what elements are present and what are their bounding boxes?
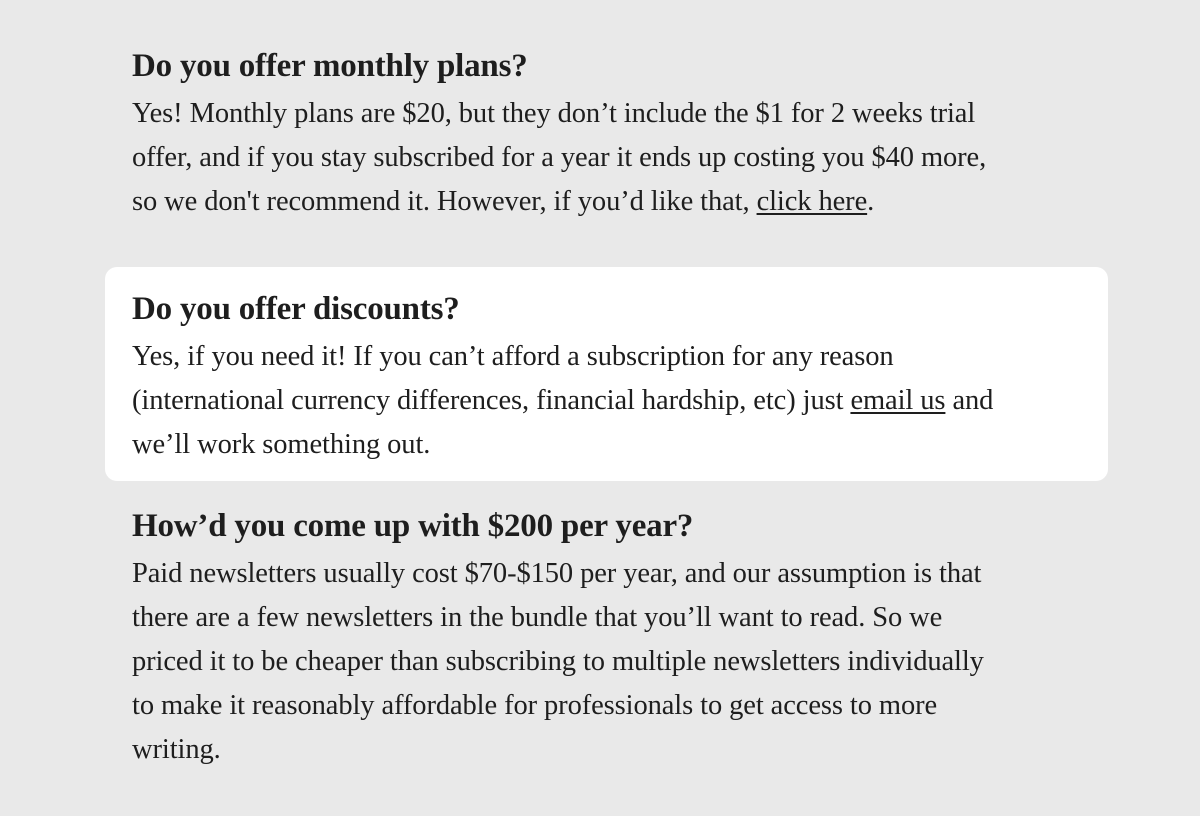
faq-question: Do you offer monthly plans? — [132, 48, 528, 84]
answer-line: Yes! Monthly plans are $20, but they don’t include the $1 for 2 weeks trial — [132, 98, 976, 129]
answer-line: offer, and if you stay subscribed for a year it ends up costing you $40 more, — [132, 142, 987, 173]
faq-answer — [132, 335, 1081, 467]
faq-item-discounts — [105, 267, 1108, 481]
answer-line: to make it reasonably affordable for professionals to get access to more — [132, 690, 938, 721]
faq-item-pricing — [105, 500, 1108, 772]
answer-line: Paid newsletters usually cost $70-$150 per year, and our assumption is that — [132, 558, 982, 589]
answer-text: (international currency differences, financial hardship, etc) just — [132, 385, 851, 416]
answer-line: there are a few newsletters in the bundle that you’ll want to read. So we — [132, 602, 943, 633]
email-us-link[interactable]: email us — [850, 385, 946, 416]
answer-line — [132, 379, 1081, 423]
click-here-link[interactable]: click here — [756, 186, 868, 217]
answer-line: writing. — [132, 734, 221, 765]
faq-answer — [132, 552, 1081, 772]
answer-line: priced it to be cheaper than subscribing to multiple newsletters individually — [132, 646, 984, 677]
answer-line: Yes, if you need it! If you can’t afford a subscription for any reason — [132, 341, 894, 372]
faq-answer — [132, 92, 1081, 224]
faq-question: How’d you come up with $200 per year? — [132, 508, 694, 544]
faq-question: Do you offer discounts? — [132, 291, 460, 327]
answer-line — [132, 180, 1081, 224]
faq-item-monthly-plans — [105, 40, 1108, 224]
answer-text: and — [945, 385, 994, 416]
answer-line: we’ll work something out. — [132, 429, 431, 460]
answer-text: . — [867, 186, 875, 217]
answer-text: so we don't recommend it. However, if you’d like that, — [132, 186, 757, 217]
